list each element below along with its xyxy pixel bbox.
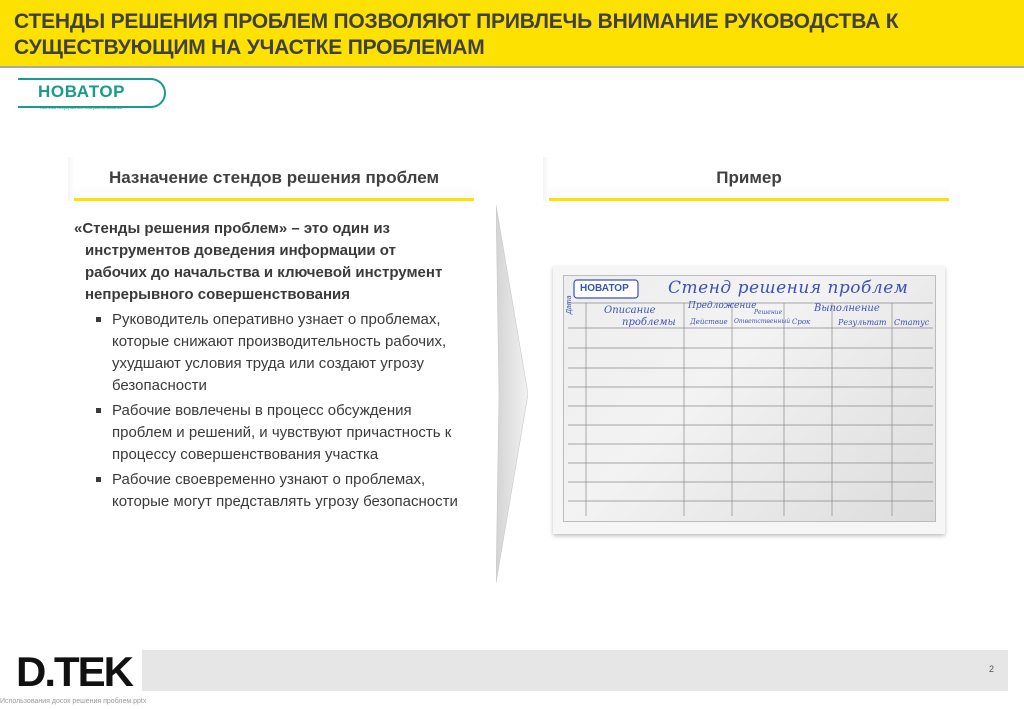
example-section-title: Пример [549,157,949,201]
bullet-square-icon [96,477,101,482]
benefit-item [74,469,474,513]
board-col-responsible: Ответственный [734,318,791,325]
board-col-date: Дата [566,295,573,314]
logo-name: НОВАТОР [38,82,126,101]
board-col-deadline: Срок [792,318,811,326]
board-col-action: Действие [690,318,728,326]
page-number: 2 [988,664,994,674]
dtek-logo-text: D.TEK [16,648,132,692]
board-col-result: Результат [838,318,887,327]
bullet-square-icon [96,317,101,322]
example-photo-frame [553,266,945,534]
intro-line-4: непрерывного совершенствования [85,286,350,303]
slide-title-line-2: СУЩЕСТВУЮЩИМ НА УЧАСТКЕ ПРОБЛЕМАМ [14,36,485,59]
benefit-item [74,309,474,397]
bullet-square-icon [96,408,101,413]
intro-line-3: рабочих до начальства и ключевой инструмент [85,264,443,281]
board-col-status: Статус [894,318,930,327]
dtek-logo [16,648,140,692]
benefit-text: Рабочие своевременно узнают о проблемах, которые могут представлять угрозу безопасности [112,471,458,510]
chevron-arrow-icon [496,205,528,583]
board-col-desc-2: проблемы [622,317,676,328]
footer-file-note: Использования досок решения проблем.pptx [0,698,147,705]
board-col-proposals: Предложение [688,301,757,311]
board-col-desc-1: Описание [604,305,656,316]
board-badge-text: НОВАТОР [580,283,629,294]
purpose-section-title: Назначение стендов решения проблем [74,157,474,201]
logo-tagline: Система непрерывного совершенствования [40,105,123,110]
benefit-item [74,400,474,466]
benefit-text: Рабочие вовлечены в процесс обсуждения проблем и решений, и чувствуют причастность к процессу совершенствования участка [112,402,452,463]
intro-paragraph [74,218,474,306]
novator-logo [18,78,170,112]
benefit-text: Руководитель оперативно узнает о проблемах, которые снижают производительность рабочих, ухудшают условия труда или создают угрозу безопасности [112,311,447,394]
footer-bar [142,650,1008,691]
intro-line-2: инструментов доведения информации от [85,242,396,259]
slide-title-line-1: СТЕНДЫ РЕШЕНИЯ ПРОБЛЕМ ПОЗВОЛЯЮТ ПРИВЛЕЧЬ ВНИМАНИЕ РУКОВОДСТВА К [14,10,899,33]
intro-line-1: «Стенды решения проблем» – это один из [74,220,391,237]
slide-title [14,9,1024,61]
board-heading: Стенд решения проблем [668,278,909,298]
problem-board-photo [563,275,936,522]
title-banner [0,0,1024,68]
board-col-decision: Решение [754,309,783,316]
purpose-content [74,218,474,516]
board-col-exec: Выполнение [814,303,880,314]
benefit-list [74,309,474,513]
